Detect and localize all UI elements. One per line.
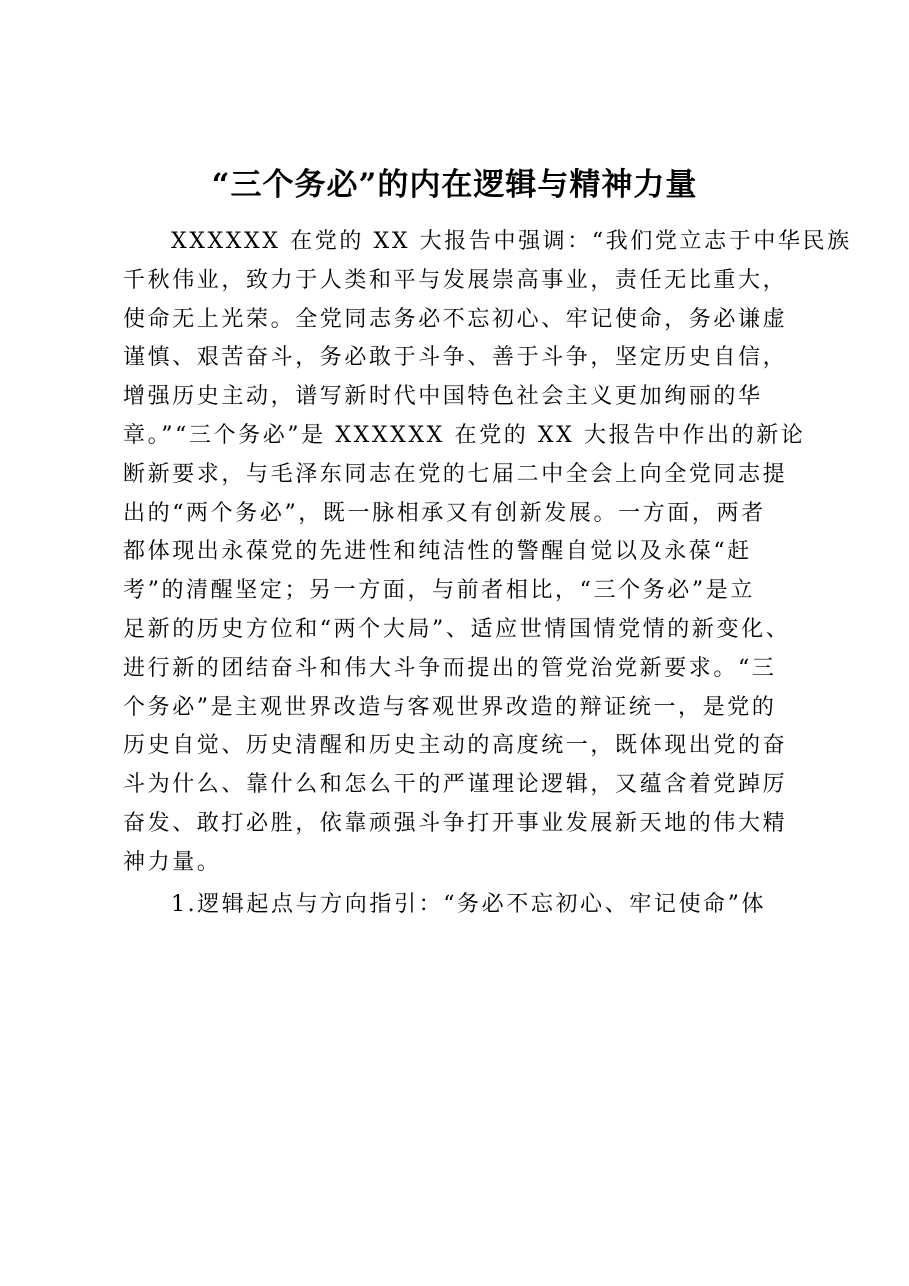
paragraph-1-line-4: 谨慎、艰苦奋斗，务必敢于斗争、善于斗争，坚定历史自信， [123, 345, 788, 371]
paragraph-1-line-16: 奋发、敢打必胜，依靠顽强斗争打开事业发展新天地的伟大精 [123, 810, 788, 836]
section-heading-1: 1.逻辑起点与方向指引：“务必不忘初心、牢记使命”体 [171, 891, 767, 917]
paragraph-1-line-15: 斗为什么、靠什么和怎么干的严谨理论逻辑，又蕴含着党踔厉 [123, 772, 788, 798]
paragraph-1-line-17: 神力量。 [123, 849, 222, 875]
paragraph-1-line-9: 都体现出永葆党的先进性和纯洁性的警醒自觉以及永葆“赶 [123, 539, 752, 565]
document-title: “三个务必”的内在逻辑与精神力量 [211, 167, 698, 203]
document-body [123, 223, 852, 924]
paragraph-1-line-8: 出的“两个务必”，既一脉相承又有创新发展。一方面，两者 [123, 500, 766, 526]
paragraph-1-line-2: 千秋伟业，致力于人类和平与发展崇高事业，责任无比重大， [123, 267, 788, 293]
paragraph-1-line-3: 使命无上光荣。全党同志务必不忘初心、牢记使命，务必谦虚 [123, 306, 788, 332]
paragraph-1-line-1: XXXXXX 在党的 XX 大报告中强调：“我们党立志于中华民族 [171, 229, 852, 254]
paragraph-1-line-14: 历史自觉、历史清醒和历史主动的高度统一，既体现出党的奋 [123, 733, 788, 759]
paragraph-1-line-5: 增强历史主动，谱写新时代中国特色社会主义更加绚丽的华 [123, 384, 763, 410]
paragraph-1-line-12: 进行新的团结奋斗和伟大斗争而提出的管党治党新要求。“三 [123, 655, 777, 681]
paragraph-1-line-7: 断新要求，与毛泽东同志在党的七届二中全会上向全党同志提 [123, 461, 788, 487]
paragraph-1-line-13: 个务必”是主观世界改造与客观世界改造的辩证统一，是党的 [123, 694, 777, 720]
paragraph-1-line-10: 考”的清醒坚定；另一方面，与前者相比，“三个务必”是立 [123, 578, 755, 604]
paragraph-1-line-11: 足新的历史方位和“两个大局”、适应世情国情党情的新变化、 [123, 616, 791, 642]
paragraph-1-line-6: 章。”“三个务必”是 XXXXXX 在党的 XX 大报告中作出的新论 [123, 422, 806, 448]
